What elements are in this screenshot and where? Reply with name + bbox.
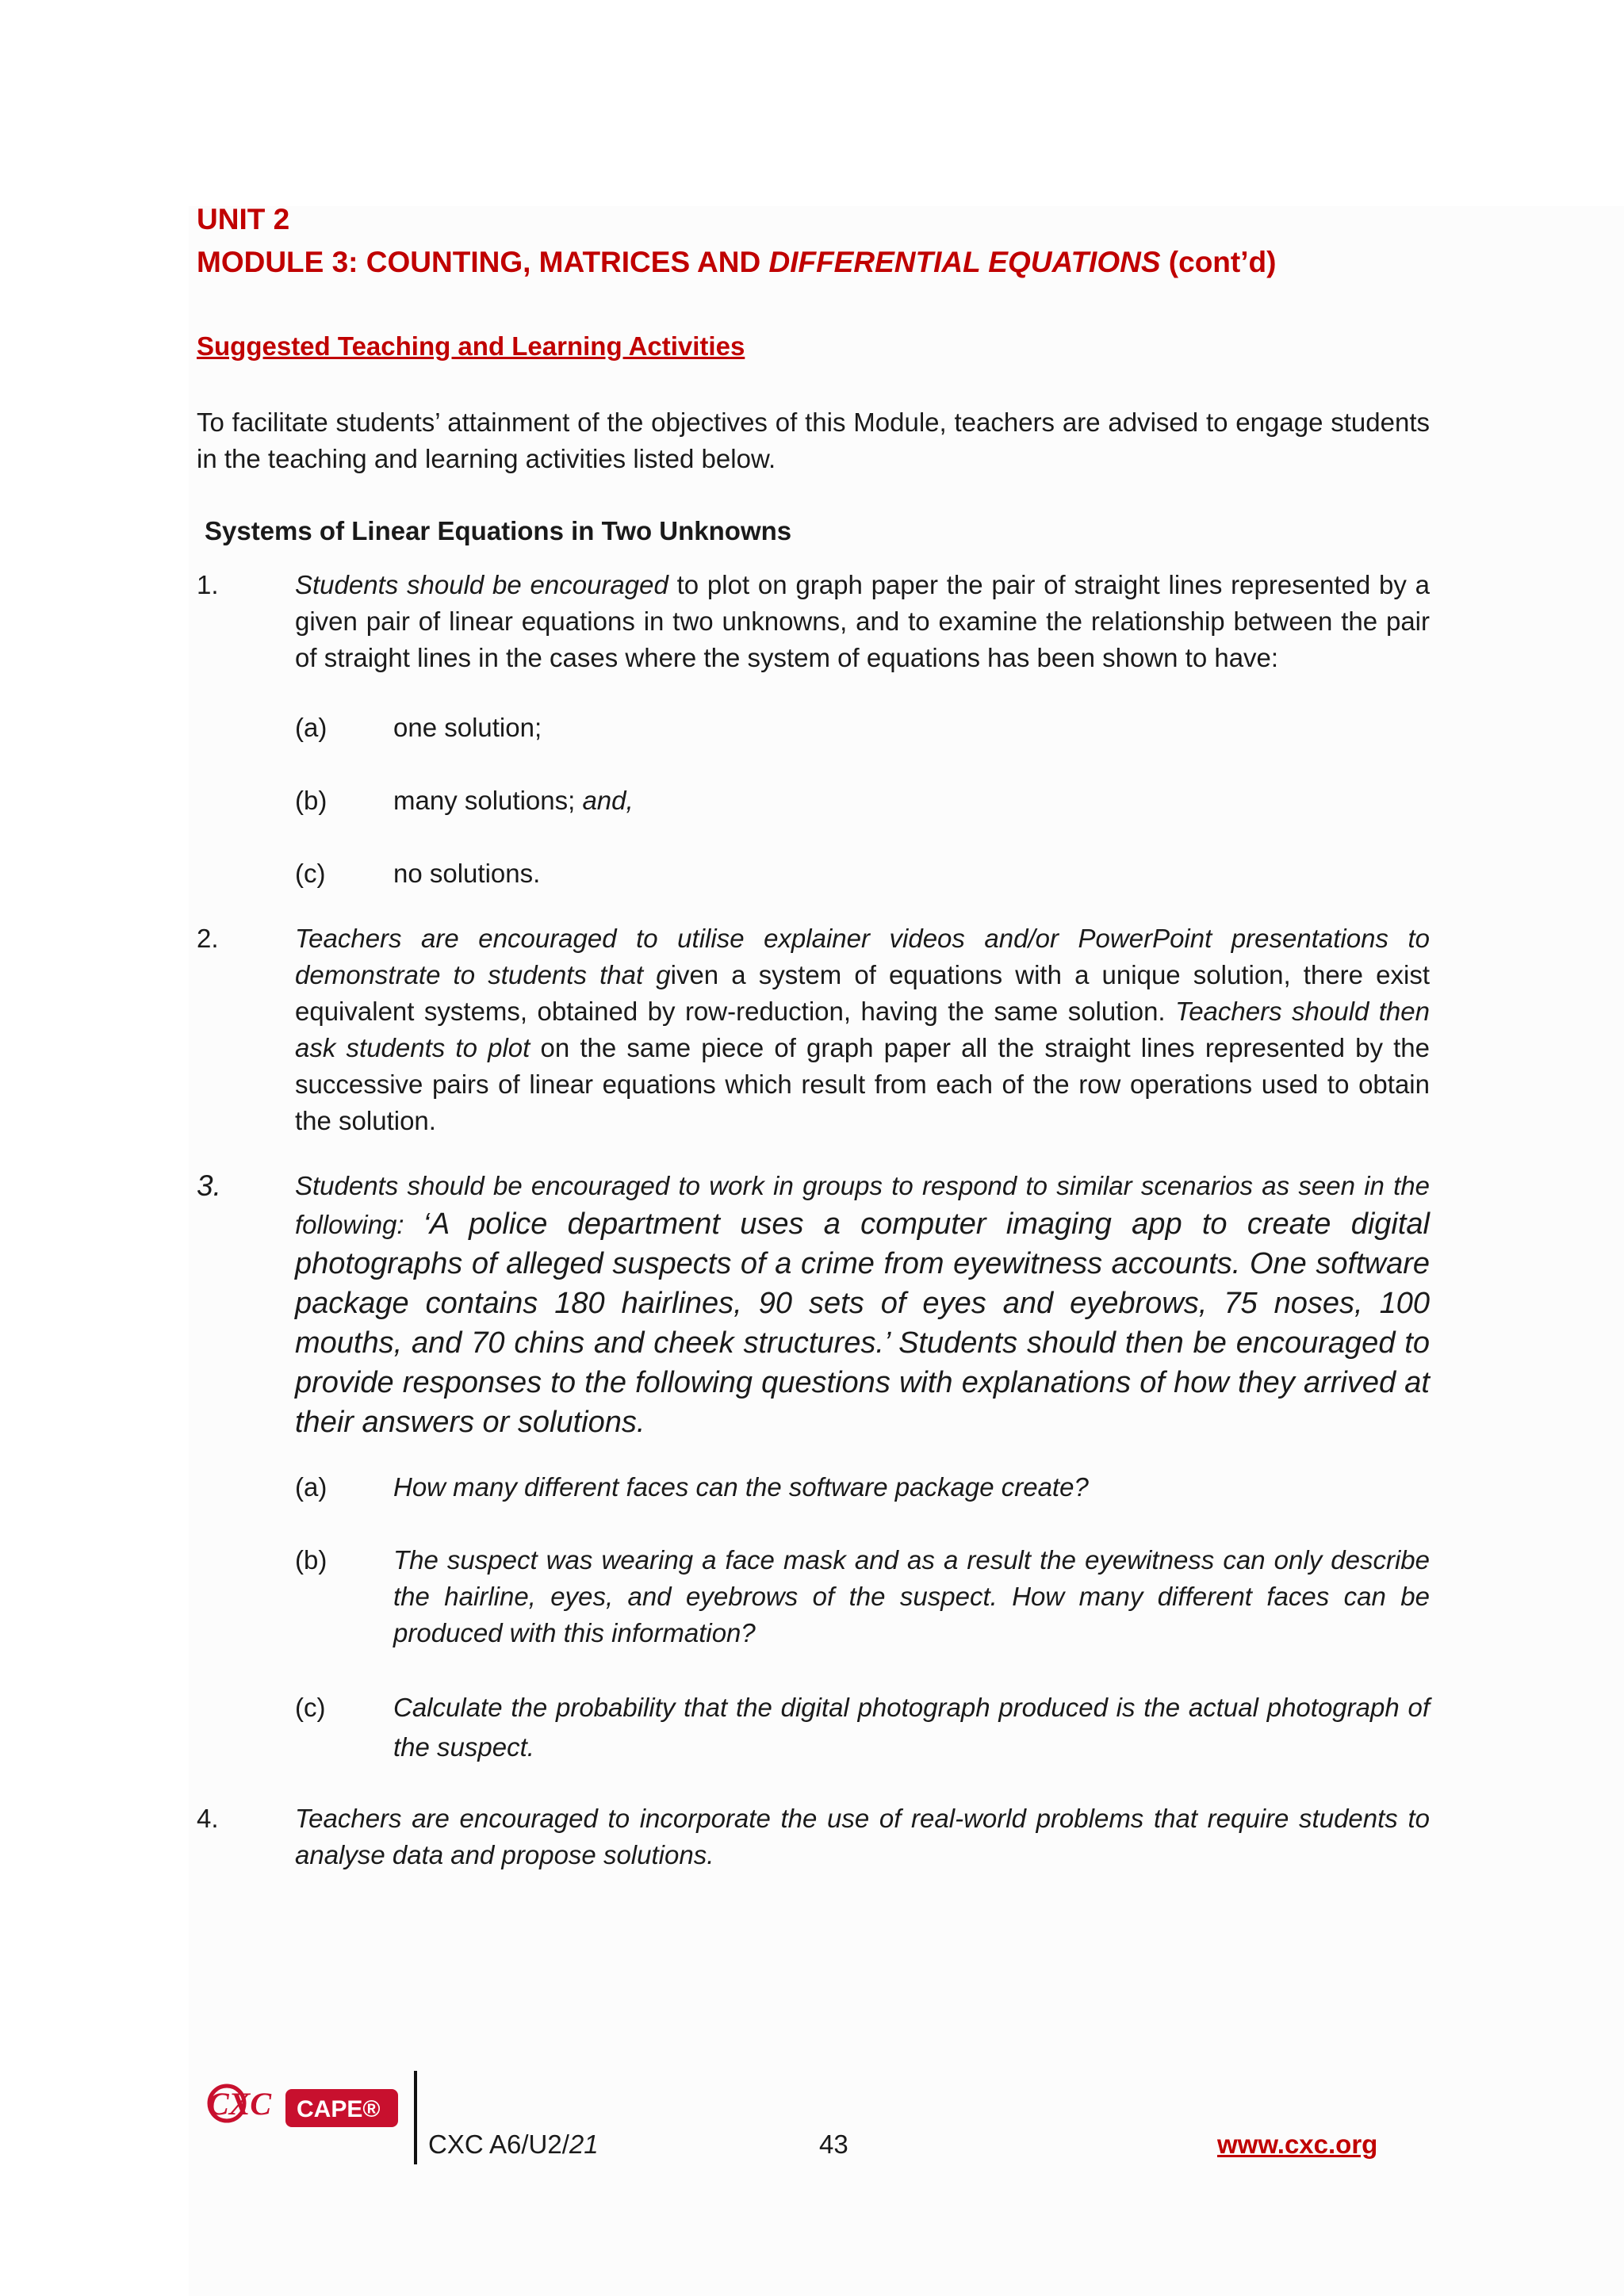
- sub-item-1a: (a) one solution;: [295, 713, 542, 742]
- sub-item-1c: (c) no solutions.: [295, 859, 541, 888]
- page-number: 43: [819, 2130, 848, 2159]
- item-number: 3.: [197, 1169, 221, 1202]
- document-body: [197, 198, 1430, 1873]
- item-number: 2.: [197, 924, 219, 953]
- list-item-4: 4. Teachers are encouraged to incorporate the use of real-world problems that require students to analyse data and propose solutions.: [197, 1800, 1430, 1873]
- list-item-2: 2. Teachers are encouraged to utilise explainer videos and/or PowerPoint presentations to demonstrate to students that given a system of equations with a unique solution, there exist equivalent systems, obtained by row-reduction, having the same solution. Teachers should then ask students to plot on the same piece of graph paper all the straight lines represented by the successive pairs of linear equations which result from each of the row operations used to obtain the solution.: [197, 920, 1430, 1139]
- footer-divider: [414, 2071, 417, 2164]
- list-item-1: 1. Students should be encouraged to plot on graph paper the pair of straight lines represented by a given pair of linear equations in two unknowns, and to examine the relationship between the pair of straight lines in the cases where the system of equations has been shown to have:: [197, 567, 1430, 676]
- item-number: 4.: [197, 1804, 219, 1833]
- cxc-cape-logo: [203, 2073, 400, 2145]
- footer-code: CXC A6/U2/21: [428, 2130, 599, 2159]
- intro-paragraph: To facilitate students’ attainment of the objectives of this Module, teachers are advised to engage students in the teaching and learning activities listed below.: [197, 408, 1430, 473]
- logo-cxc-letters: CXC: [208, 2086, 272, 2122]
- unit-title: UNIT 2: [197, 203, 290, 235]
- section-heading: Suggested Teaching and Learning Activities: [197, 331, 745, 361]
- cape-badge-label: CAPE®: [297, 2096, 381, 2122]
- website-link[interactable]: www.cxc.org: [1217, 2130, 1378, 2159]
- module-title: MODULE 3: COUNTING, MATRICES AND DIFFERENTIAL EQUATIONS (cont’d): [197, 246, 1277, 278]
- list-item-3: 3. Students should be encouraged to work in groups to respond to similar scenarios as seen in the following: ‘A police department uses a computer imaging app to create digital photographs of alleged suspects of a crime from eyewitness accounts. One software package contains 180 hairlines, 90 sets of eyes and eyebrows, 75 noses, 100 mouths, and 70 chins and cheek structures.’ Students should then be encouraged to provide responses to the following questions with explanations of how they arrived at their answers or solutions.: [197, 1169, 1430, 1439]
- sub-item-1b: (b) many solutions; and,: [295, 786, 634, 815]
- sub-item-3b: (b) The suspect was wearing a face mask and as a result the eyewitness can only describe the hairline, eyes, and eyebrows of the suspect. How many different faces can be produced with this information?: [295, 1545, 1430, 1647]
- subheading: Systems of Linear Equations in Two Unknowns: [205, 516, 792, 545]
- sub-item-3c: (c) Calculate the probability that the digital photograph produced is the actual photograph of the suspect.: [295, 1693, 1430, 1762]
- sub-item-3a: (a) How many different faces can the software package create?: [295, 1472, 1089, 1502]
- item-number: 1.: [197, 570, 219, 599]
